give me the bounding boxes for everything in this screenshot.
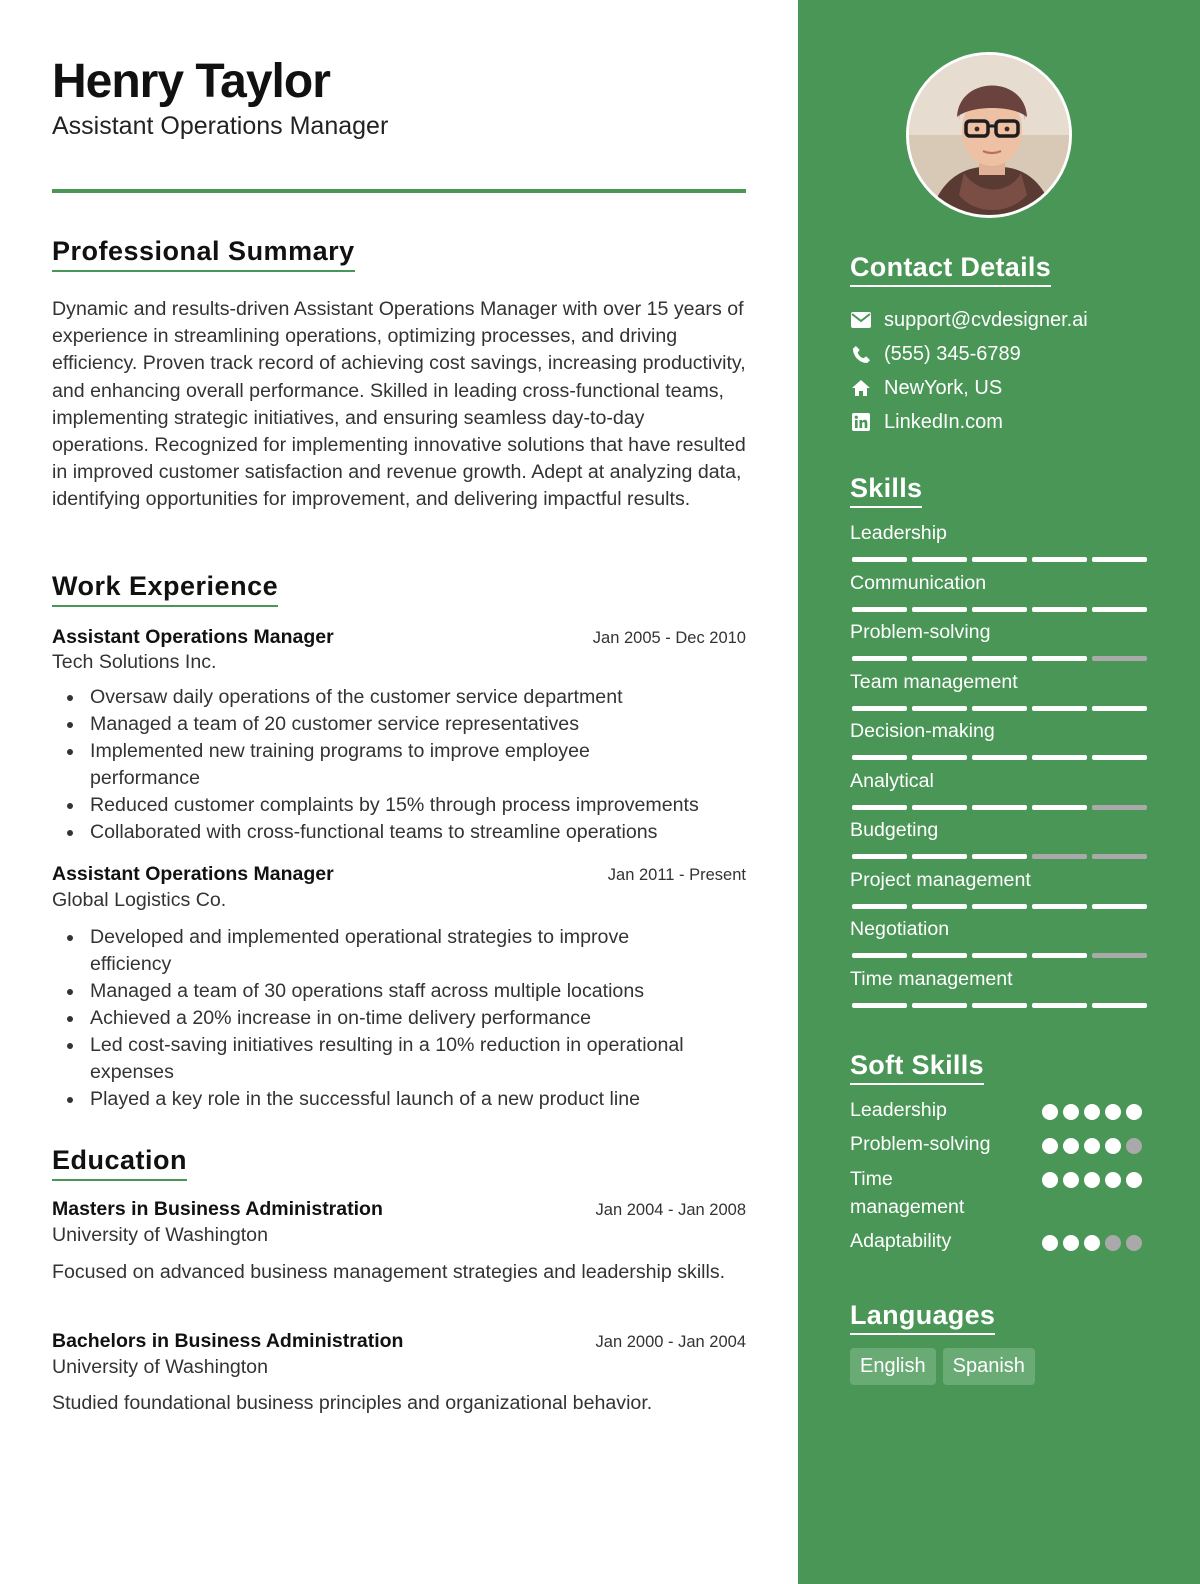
experience-heading: Work Experience (52, 571, 278, 607)
skill-label: Leadership (850, 522, 947, 544)
job-title: Assistant Operations Manager (52, 626, 334, 648)
skill-level-segment (1032, 706, 1087, 711)
summary-heading: Professional Summary (52, 236, 355, 272)
skill-label: Budgeting (850, 819, 939, 841)
skill-level-segment (912, 706, 967, 711)
degree-date: Jan 2004 - Jan 2008 (595, 1201, 746, 1219)
candidate-name: Henry Taylor (52, 55, 330, 108)
skill-label: Analytical (850, 769, 934, 792)
job-bullet: Collaborated with cross-functional teams to streamline operations (52, 819, 746, 846)
skill-level-segment (1032, 557, 1087, 562)
skill-level-segment (1032, 755, 1087, 760)
skill-level-bar (852, 1003, 1147, 1008)
skill-level-segment (852, 557, 907, 562)
rating-dot (1105, 1172, 1121, 1188)
rating-dot (1126, 1138, 1142, 1154)
skill-level-segment (1092, 607, 1147, 612)
language-chip: English (850, 1348, 936, 1385)
language-chip: Spanish (943, 1348, 1035, 1385)
soft-skill-rating (1042, 1138, 1142, 1154)
soft-skill-label: Problem-solving (850, 1133, 991, 1155)
school-name: University of Washington (52, 1224, 268, 1246)
degree-title: Masters in Business Administration (52, 1198, 383, 1220)
skill-level-segment (1092, 904, 1147, 909)
rating-dot (1126, 1104, 1142, 1120)
degree-description: Studied foundational business principles and organizational behavior. (52, 1392, 653, 1414)
skill-level-segment (1092, 656, 1147, 661)
degree-description: Focused on advanced business management strategies and leadership skills. (52, 1261, 726, 1283)
skill-level-segment (972, 1003, 1027, 1008)
degree-date: Jan 2000 - Jan 2004 (595, 1333, 746, 1351)
skill-level-bar (852, 656, 1147, 661)
skill-label: Communication (850, 571, 987, 594)
skill-level-segment (912, 1003, 967, 1008)
job-bullet: Managed a team of 20 customer service representatives (52, 711, 746, 738)
contact-linkedin[interactable] (850, 407, 1003, 437)
contact-location-text: NewYork, US (884, 376, 1003, 399)
soft-skill-label: Leadership (850, 1099, 947, 1121)
job-company: Global Logistics Co. (52, 889, 227, 911)
soft-skills-heading: Soft Skills (850, 1050, 984, 1085)
rating-dot (1063, 1104, 1079, 1120)
profile-portrait-illustration (909, 55, 1072, 218)
home-icon (850, 377, 872, 399)
skill-level-bar (852, 706, 1147, 711)
skill-level-segment (1032, 805, 1087, 810)
sidebar (798, 0, 1200, 1584)
skill-level-segment (972, 755, 1027, 760)
rating-dot (1105, 1235, 1121, 1251)
soft-skill-label: Adaptability (850, 1230, 952, 1252)
skill-level-segment (1032, 953, 1087, 958)
job-bullet: Achieved a 20% increase in on-time delivery performance (52, 1005, 746, 1032)
skill-level-bar (852, 854, 1147, 859)
header-divider (52, 189, 746, 193)
languages-heading: Languages (850, 1300, 995, 1335)
skill-label: Decision-making (850, 720, 995, 742)
skill-level-segment (1032, 656, 1087, 661)
skill-level-segment (972, 854, 1027, 859)
skill-level-segment (852, 755, 907, 760)
rating-dot (1126, 1172, 1142, 1188)
skill-label: Project management (850, 868, 1031, 891)
skill-level-segment (972, 706, 1027, 711)
skill-level-segment (852, 607, 907, 612)
soft-skill-rating (1042, 1104, 1142, 1120)
skill-label: Problem-solving (850, 621, 991, 643)
skill-level-segment (1092, 854, 1147, 859)
skill-level-segment (852, 706, 907, 711)
rating-dot (1063, 1138, 1079, 1154)
contact-heading: Contact Details (850, 252, 1051, 287)
rating-dot (1084, 1235, 1100, 1251)
skill-level-segment (912, 904, 967, 909)
rating-dot (1105, 1138, 1121, 1154)
skill-level-segment (912, 953, 967, 958)
job-bullets (52, 924, 746, 1113)
skill-level-bar (852, 953, 1147, 958)
job-bullets (52, 684, 746, 846)
languages-list (850, 1348, 1035, 1385)
rating-dot (1042, 1235, 1058, 1251)
skill-level-segment (1092, 1003, 1147, 1008)
contact-phone-text: (555) 345-6789 (884, 342, 1021, 365)
job-bullet: Oversaw daily operations of the customer service department (52, 684, 746, 711)
skill-level-segment (852, 805, 907, 810)
job-bullet: Played a key role in the successful launch of a new product line (52, 1086, 746, 1113)
skill-level-segment (1032, 607, 1087, 612)
skill-level-segment (912, 656, 967, 661)
rating-dot (1084, 1104, 1100, 1120)
job-title: Assistant Operations Manager (52, 863, 334, 885)
skill-level-segment (972, 656, 1027, 661)
job-bullet: Managed a team of 30 operations staff across multiple locations (52, 978, 746, 1005)
rating-dot (1084, 1172, 1100, 1188)
education-heading: Education (52, 1145, 187, 1181)
job-date: Jan 2005 - Dec 2010 (592, 629, 746, 647)
skill-level-segment (1092, 953, 1147, 958)
rating-dot (1063, 1235, 1079, 1251)
skill-level-bar (852, 557, 1147, 562)
contact-email-text: support@cvdesigner.ai (884, 308, 1088, 331)
job-bullet: Led cost-saving initiatives resulting in a 10% reduction in operational expenses (52, 1032, 746, 1086)
rating-dot (1105, 1104, 1121, 1120)
skill-level-segment (912, 557, 967, 562)
skill-level-segment (912, 607, 967, 612)
skill-level-segment (972, 904, 1027, 909)
contact-phone[interactable] (850, 339, 1021, 369)
skill-level-segment (1092, 805, 1147, 810)
candidate-role: Assistant Operations Manager (52, 112, 389, 140)
skill-level-segment (852, 1003, 907, 1008)
skill-level-segment (1032, 904, 1087, 909)
rating-dot (1126, 1235, 1142, 1251)
skill-level-segment (972, 805, 1027, 810)
skill-level-segment (972, 953, 1027, 958)
rating-dot (1084, 1138, 1100, 1154)
skill-level-segment (972, 607, 1027, 612)
contact-linkedin-text: LinkedIn.com (884, 410, 1003, 433)
contact-email[interactable] (850, 305, 1088, 335)
job-bullet: Developed and implemented operational strategies to improve efficiency (52, 924, 746, 978)
degree-title: Bachelors in Business Administration (52, 1330, 404, 1352)
rating-dot (1042, 1172, 1058, 1188)
skill-level-segment (1032, 854, 1087, 859)
soft-skill-rating (1042, 1235, 1142, 1251)
skill-level-segment (972, 557, 1027, 562)
job-company: Tech Solutions Inc. (52, 651, 217, 673)
skill-level-segment (852, 854, 907, 859)
soft-skill-label: Time management (850, 1168, 965, 1218)
envelope-icon (850, 309, 872, 331)
skill-label: Time management (850, 967, 1013, 990)
skill-level-segment (912, 755, 967, 760)
skill-level-bar (852, 805, 1147, 810)
rating-dot (1063, 1172, 1079, 1188)
skill-level-segment (852, 953, 907, 958)
rating-dot (1042, 1138, 1058, 1154)
summary-text: Dynamic and results-driven Assistant Operations Manager with over 15 years of experience in streamlining operations, optimizing processes, and driving efficiency. Proven track record of achieving cost savings, increasing productivity, and enhancing overall performance. Skilled in leading cross-functional teams, implementing strategic initiatives, and ensuring seamless day-to-day operations. Recognized for implementing innovative solutions that have resulted in improved customer satisfaction and revenue growth. Adept at analyzing data, identifying opportunities for improvement, and delivering impactful results. (52, 298, 746, 511)
linkedin-icon (850, 411, 872, 433)
skill-label: Team management (850, 670, 1018, 693)
skills-heading: Skills (850, 473, 922, 508)
skill-level-bar (852, 755, 1147, 760)
job-bullet: Reduced customer complaints by 15% through process improvements (52, 792, 746, 819)
soft-skill-rating (1042, 1172, 1142, 1188)
skill-level-segment (1032, 1003, 1087, 1008)
skill-level-segment (912, 805, 967, 810)
profile-photo (906, 52, 1072, 218)
skill-level-segment (1092, 706, 1147, 711)
skill-level-bar (852, 904, 1147, 909)
school-name: University of Washington (52, 1356, 268, 1378)
skill-level-segment (1092, 557, 1147, 562)
phone-icon (850, 343, 872, 365)
skill-level-segment (912, 854, 967, 859)
skill-level-bar (852, 607, 1147, 612)
job-date: Jan 2011 - Present (607, 866, 746, 884)
skill-level-segment (852, 656, 907, 661)
contact-location (850, 373, 1002, 403)
skill-level-segment (1092, 755, 1147, 760)
skill-level-segment (852, 904, 907, 909)
job-bullet: Implemented new training programs to improve employee performance (52, 738, 746, 792)
skill-label: Negotiation (850, 918, 950, 940)
rating-dot (1042, 1104, 1058, 1120)
